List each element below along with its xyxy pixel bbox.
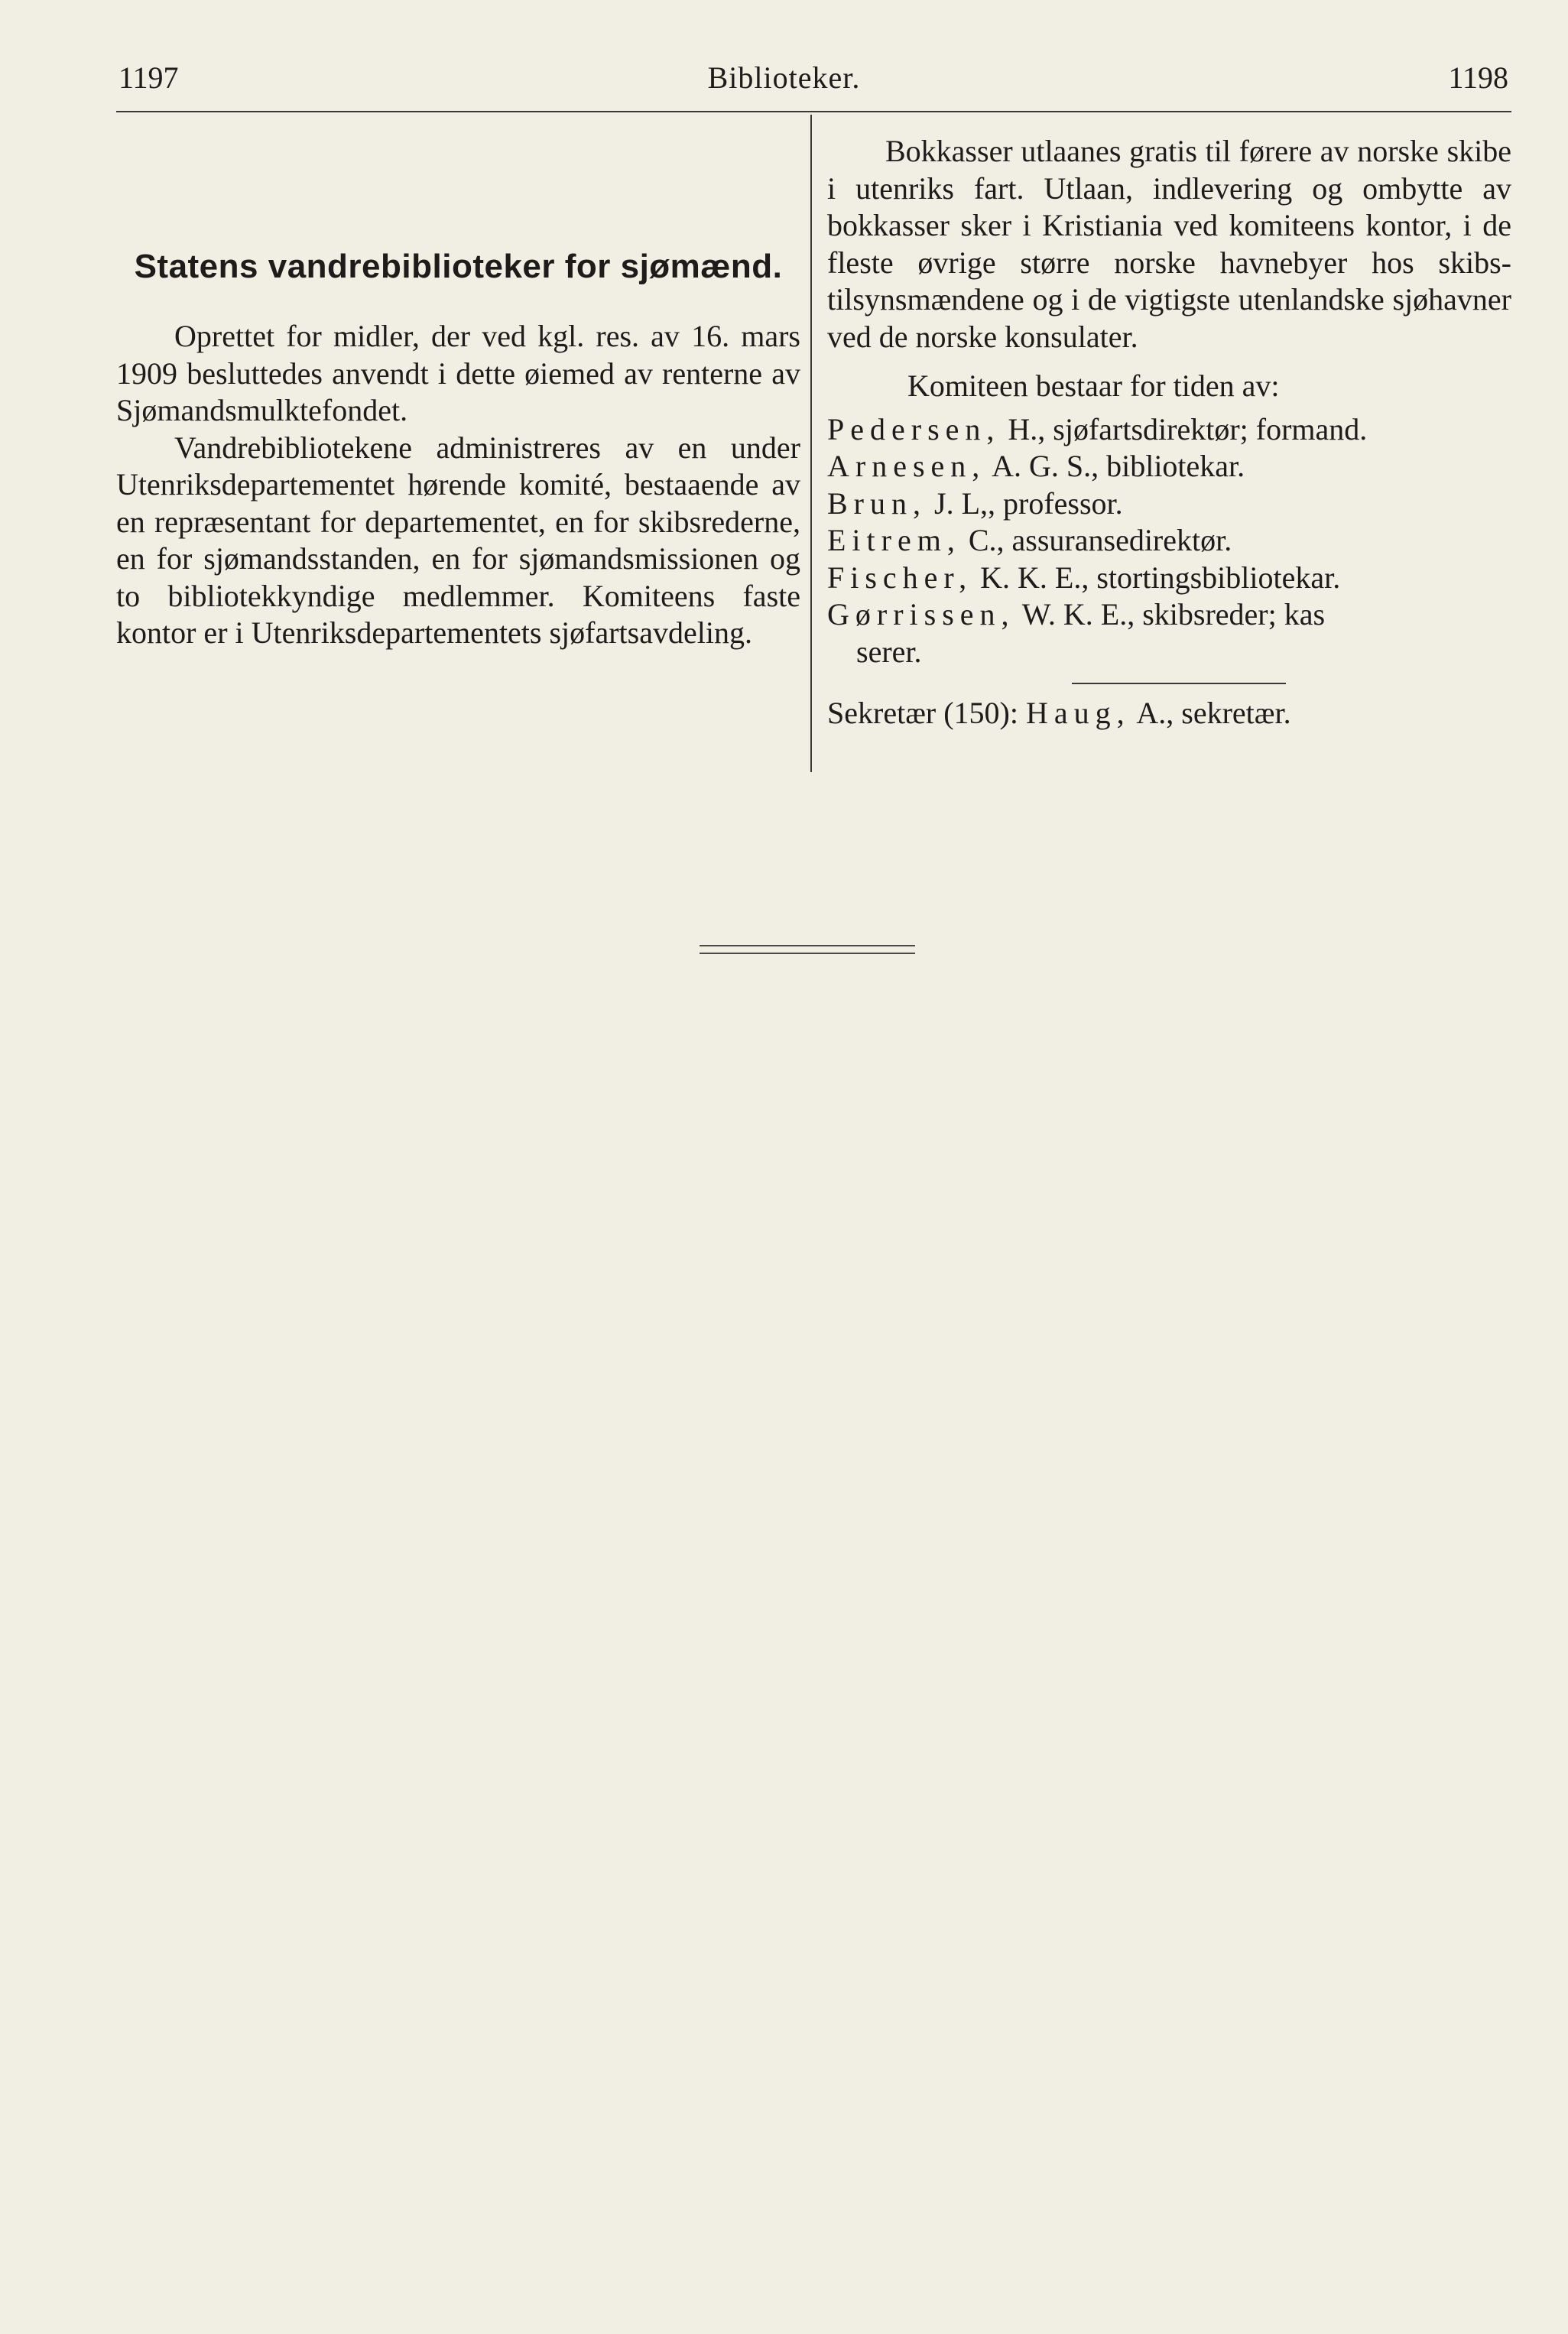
member-name: Arnesen, xyxy=(827,449,986,483)
committee-member xyxy=(827,485,1511,523)
section-end-rule xyxy=(700,953,915,954)
member-name: Eitrem, xyxy=(827,523,961,557)
paragraph-funding: Oprettet for midler, der ved kgl. res. av 16. mars 1909 besluttedes anvendt i dette øiemed av renterne av Sjømandsmulktefondet. xyxy=(116,319,800,427)
member-name: Gørrissen, xyxy=(827,597,1015,631)
member-details: H., sjøfartsdirektør; formand. xyxy=(1000,411,1368,446)
member-details: A. G. S., bibliotekar. xyxy=(985,449,1245,483)
separator-rule xyxy=(1072,683,1286,684)
member-details: J. L,, professor. xyxy=(927,485,1123,521)
member-details: W. K. E., skibsreder; kas xyxy=(1014,597,1326,631)
right-page-number: 1198 xyxy=(1448,60,1508,95)
secretary-name: Haug, xyxy=(1025,696,1131,730)
secretary-line xyxy=(827,695,1511,732)
column-divider xyxy=(810,115,812,772)
committee-heading: Komiteen bestaar for tiden av: xyxy=(907,368,1280,403)
committee-member xyxy=(827,522,1511,560)
member-name: Fischer, xyxy=(827,560,973,595)
committee-member xyxy=(827,596,1511,670)
member-name: Brun, xyxy=(827,485,927,521)
running-title: Biblioteker. xyxy=(707,60,861,95)
member-details: C., assuransedirektør. xyxy=(960,523,1232,557)
member-details-continued: serer. xyxy=(856,634,922,669)
header-rule xyxy=(116,111,1511,112)
left-page-number: 1197 xyxy=(118,60,179,95)
paragraph-administration: Vandrebibliotekene administreres av en under Utenriksdepartementet hørende komité, bestaaende av en repræsentant for departementet, en for skibsrederne, en for sjømandsstanden, en for sjømandsmissionen og to bibliotekkyndige medlemmer. Komiteens faste kontor er i Utenriksdepartementets sjøfartsavdeling. xyxy=(116,430,800,650)
section-end-rule xyxy=(700,945,915,946)
member-details: K. K. E., stortingsbibliotekar. xyxy=(972,560,1341,595)
section-title: Statens vandrebiblioteker for sjømænd. xyxy=(134,248,783,285)
committee-member xyxy=(827,411,1511,449)
secretary-label: Sekretær (150): xyxy=(827,696,1026,730)
secretary-details: A., sekretær. xyxy=(1130,696,1291,730)
member-name: Pedersen, xyxy=(827,411,1001,446)
left-column xyxy=(116,130,800,652)
right-column xyxy=(827,133,1511,732)
committee-member xyxy=(827,448,1511,485)
committee-member xyxy=(827,560,1511,597)
paragraph-lending: Bokkasser utlaanes gratis til førere av norske skibe i utenriks fart. Utlaan, indlevering og ombytte av bokkasser sker i Kristiania ved komiteens kontor, i de fleste øvrige større norske havnebyer hos skibstilsynsmændene og i de vigtigste utenlandske sjøhavner ved de norske konsulater. xyxy=(827,134,1511,354)
